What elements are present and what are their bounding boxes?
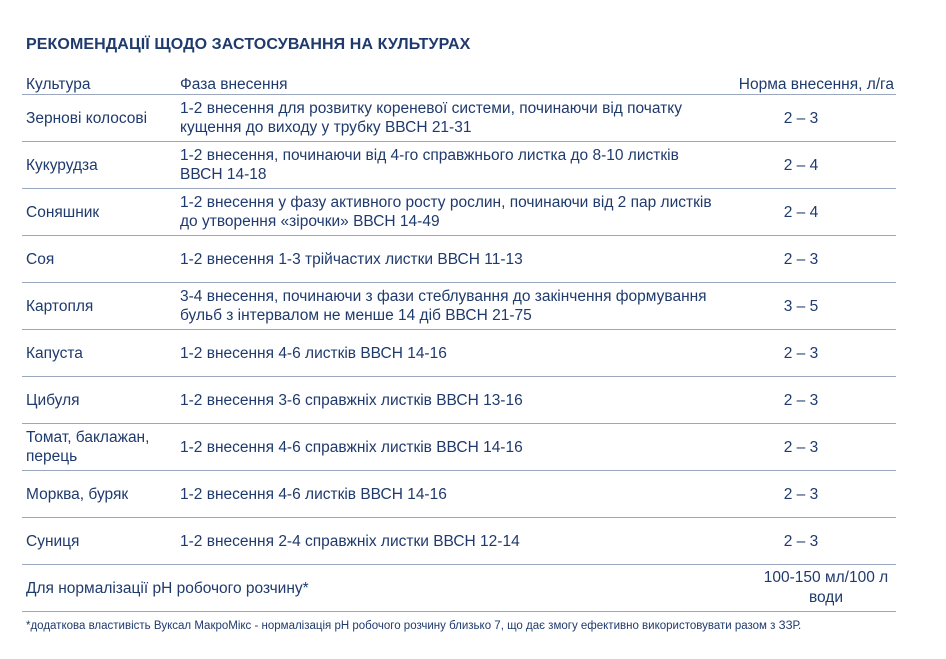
crop-cell: Цибуля (22, 377, 176, 424)
rate-cell: 2 – 4 (716, 189, 896, 236)
table-row (22, 283, 896, 330)
crop-cell: Томат, баклажан, перець (22, 424, 176, 471)
table-row (22, 189, 896, 236)
table-row (22, 95, 896, 142)
phase-cell: 1-2 внесення 1-3 трійчастих листки ВВСН 11-13 (176, 236, 716, 283)
phase-cell: 1-2 внесення 4-6 листків ВВСН 14-16 (176, 330, 716, 377)
table-row (22, 236, 896, 283)
rate-cell: 3 – 5 (716, 283, 896, 330)
rate-cell: 2 – 3 (716, 471, 896, 518)
rate-cell: 2 – 4 (716, 142, 896, 189)
phase-cell: 3-4 внесення, починаючи з фази стеблування до закінчення формування бульб з інтервалом не менше 14 діб ВВСН 21-75 (176, 283, 716, 330)
rate-cell: 2 – 3 (716, 424, 896, 471)
rate-cell: 2 – 3 (716, 95, 896, 142)
phase-cell: 1-2 внесення 4-6 листків ВВСН 14-16 (176, 471, 716, 518)
phase-cell: 1-2 внесення у фазу активного росту рослин, починаючи від 2 пар листків до утворення «зірочки» ВВСН 14-49 (176, 189, 716, 236)
crop-cell: Суниця (22, 518, 176, 565)
ph-normalization-row (22, 565, 896, 612)
phase-cell: 1-2 внесення 3-6 справжніх листків ВВСН 13-16 (176, 377, 716, 424)
rate-cell: 2 – 3 (716, 518, 896, 565)
table-row (22, 424, 896, 471)
crop-cell: Морква, буряк (22, 471, 176, 518)
phase-cell: 1-2 внесення 2-4 справжніх листки ВВСН 12-14 (176, 518, 716, 565)
table-row (22, 377, 896, 424)
phase-cell: 1-2 внесення, починаючи від 4-го справжнього листка до 8-10 листків ВВСН 14-18 (176, 142, 716, 189)
table-header-row (22, 70, 896, 95)
header-rate: Норма внесення, л/га (716, 70, 896, 95)
header-crop: Культура (22, 70, 176, 95)
crop-cell: Соя (22, 236, 176, 283)
table-row (22, 330, 896, 377)
rate-cell: 2 – 3 (716, 236, 896, 283)
phase-cell: 1-2 внесення 4-6 справжніх листків ВВСН 14-16 (176, 424, 716, 471)
table-row (22, 471, 896, 518)
header-phase: Фаза внесення (176, 70, 716, 95)
ph-label: Для нормалізації pH робочого розчину* (22, 565, 716, 612)
table-row (22, 142, 896, 189)
crop-recommendations-table (22, 70, 896, 612)
crop-cell: Картопля (22, 283, 176, 330)
crop-cell: Зернові колосові (22, 95, 176, 142)
page-title: РЕКОМЕНДАЦІЇ ЩОДО ЗАСТОСУВАННЯ НА КУЛЬТУРАХ (26, 36, 471, 53)
phase-cell: 1-2 внесення для розвитку кореневої системи, починаючи від початку кущення до виходу у трубку ВВСН 21-31 (176, 95, 716, 142)
ph-rate: 100-150 мл/100 л води (716, 565, 896, 612)
rate-cell: 2 – 3 (716, 330, 896, 377)
footnote: *додаткова властивість Вуксал МакроМікс - нормалізація pH робочого розчину близько 7, що дає змогу ефективно використовувати разом з ЗЗР. (26, 620, 802, 632)
crop-cell: Соняшник (22, 189, 176, 236)
crop-cell: Капуста (22, 330, 176, 377)
rate-cell: 2 – 3 (716, 377, 896, 424)
table-row (22, 518, 896, 565)
crop-cell: Кукурудза (22, 142, 176, 189)
